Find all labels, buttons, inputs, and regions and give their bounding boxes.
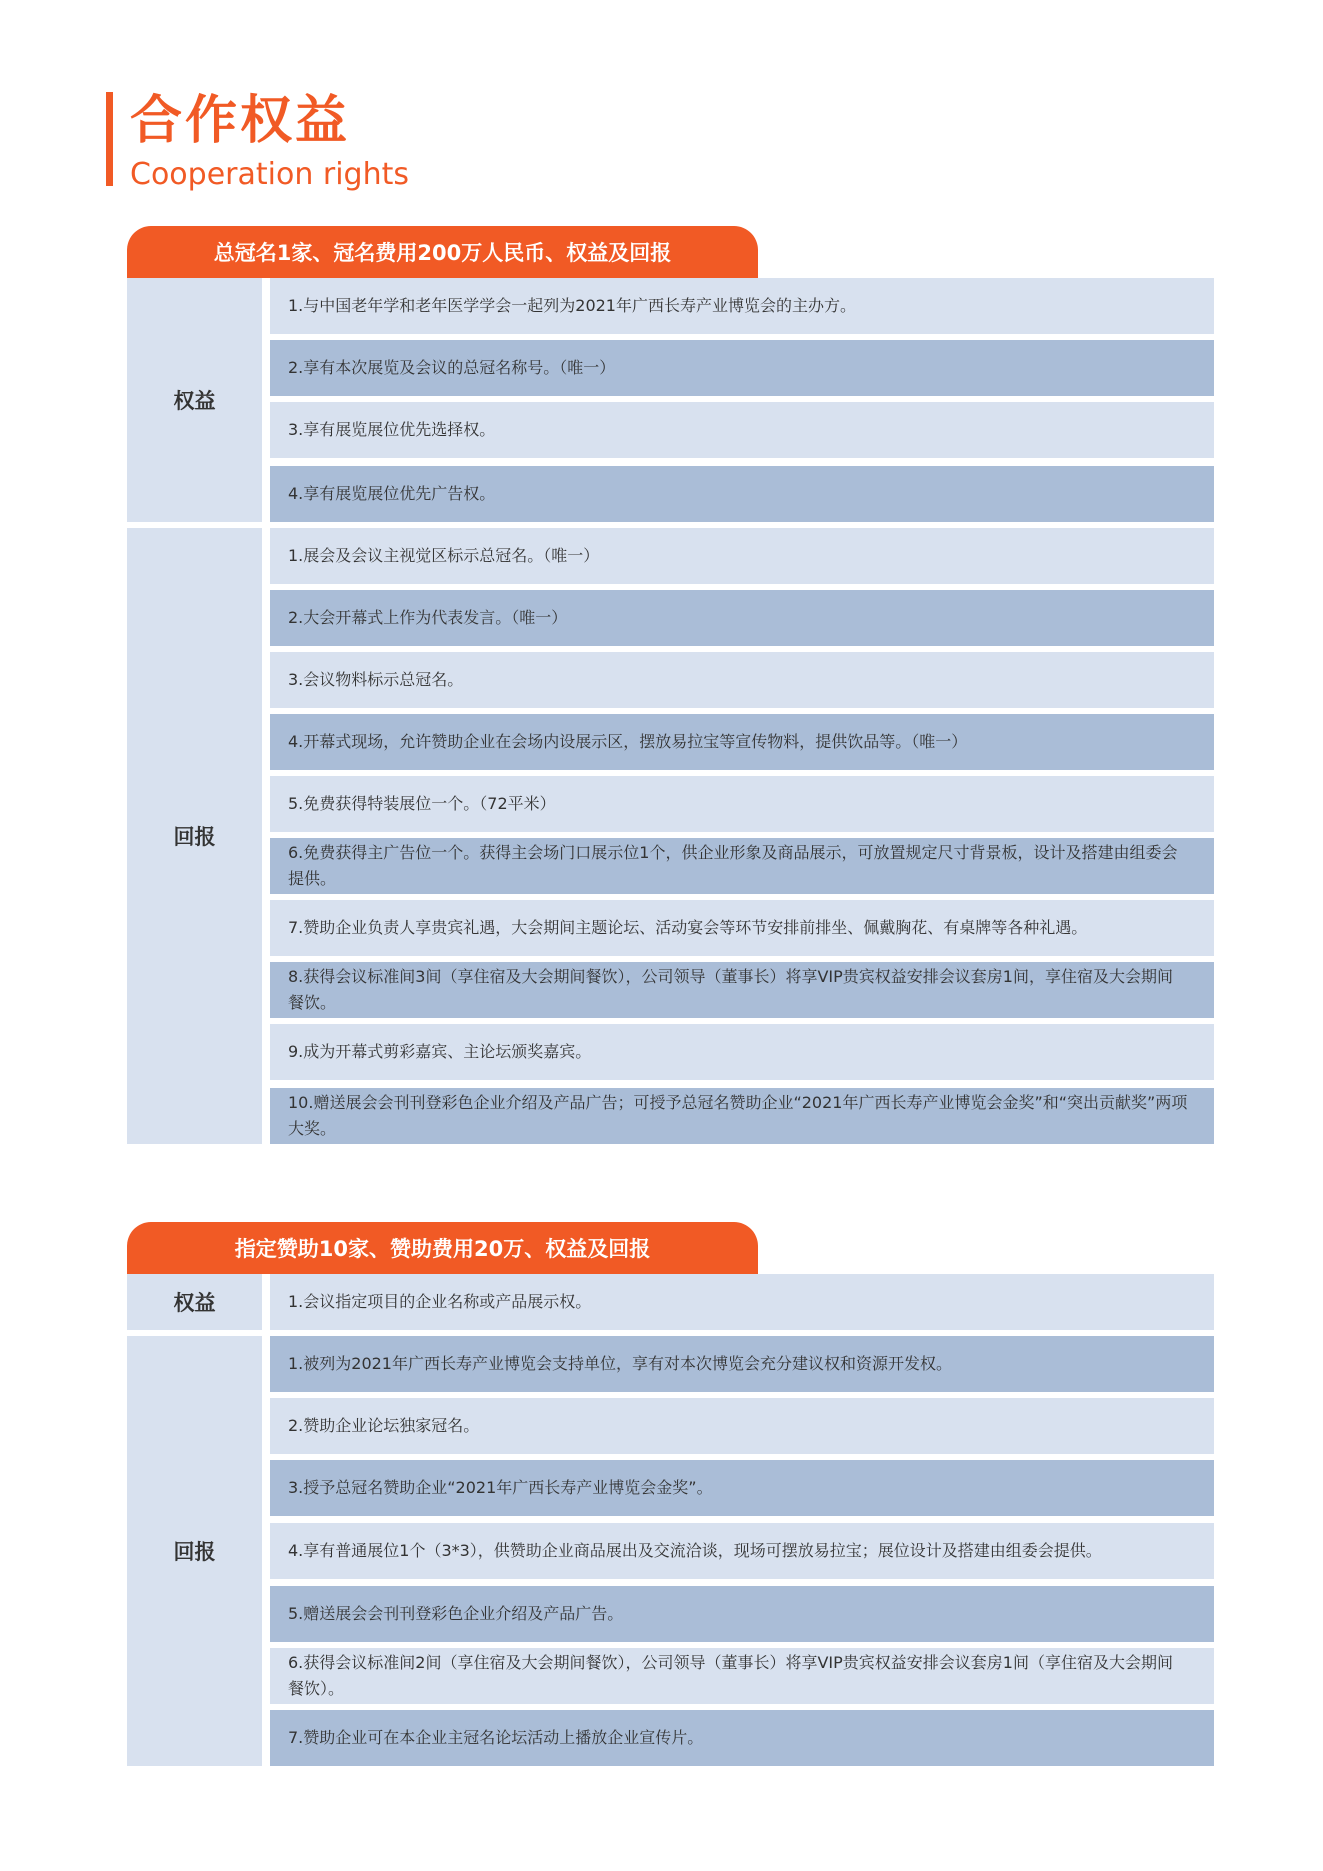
list-item: 6.获得会议标准间2间（享住宿及大会期间餐饮），公司领导（董事长）将享VIP贵宾权益安排会议套房1间（享住宿及大会期间餐饮）。	[270, 1648, 1214, 1704]
section-tab: 总冠名1家、冠名费用200万人民币、权益及回报	[127, 226, 758, 278]
list-item: 3.授予总冠名赞助企业“2021年广西长寿产业博览会金奖”。	[270, 1460, 1214, 1516]
list-item: 5.免费获得特装展位一个。（72平米）	[270, 776, 1214, 832]
list-item: 8.获得会议标准间3间（享住宿及大会期间餐饮），公司领导（董事长）将享VIP贵宾权益安排会议套房1间，享住宿及大会期间餐饮。	[270, 962, 1214, 1018]
list-item: 3.会议物料标示总冠名。	[270, 652, 1214, 708]
list-item: 1.与中国老年学和老年医学学会一起列为2021年广西长寿产业博览会的主办方。	[270, 278, 1214, 334]
list-item: 3.享有展览展位优先选择权。	[270, 402, 1214, 458]
list-item: 4.开幕式现场，允许赞助企业在会场内设展示区，摆放易拉宝等宣传物料，提供饮品等。（唯一）	[270, 714, 1214, 770]
list-item: 7.赞助企业可在本企业主冠名论坛活动上播放企业宣传片。	[270, 1710, 1214, 1766]
returns-group	[127, 528, 1214, 1144]
title-accent-bar	[106, 92, 113, 186]
rights-group	[127, 1274, 1214, 1330]
section-designated-sponsor	[127, 1222, 1214, 1766]
list-item: 1.会议指定项目的企业名称或产品展示权。	[270, 1274, 1214, 1330]
list-item: 5.赠送展会会刊刊登彩色企业介绍及产品广告。	[270, 1586, 1214, 1642]
page-subtitle: Cooperation rights	[130, 157, 409, 192]
section-tab: 指定赞助10家、赞助费用20万、权益及回报	[127, 1222, 758, 1274]
section-title-sponsor	[127, 226, 1214, 1144]
page-title: 合作权益	[130, 91, 351, 151]
list-item: 1.展会及会议主视觉区标示总冠名。（唯一）	[270, 528, 1214, 584]
list-item: 2.赞助企业论坛独家冠名。	[270, 1398, 1214, 1454]
rights-group	[127, 278, 1214, 522]
group-label: 权益	[127, 1274, 262, 1330]
list-item: 4.享有普通展位1个（3*3），供赞助企业商品展出及交流洽谈，现场可摆放易拉宝；展位设计及搭建由组委会提供。	[270, 1523, 1214, 1579]
list-item: 1.被列为2021年广西长寿产业博览会支持单位，享有对本次博览会充分建议权和资源开发权。	[270, 1336, 1214, 1392]
list-item: 2.享有本次展览及会议的总冠名称号。（唯一）	[270, 340, 1214, 396]
list-item: 4.享有展览展位优先广告权。	[270, 466, 1214, 522]
group-label: 权益	[127, 278, 262, 522]
returns-group	[127, 1336, 1214, 1766]
list-item: 9.成为开幕式剪彩嘉宾、主论坛颁奖嘉宾。	[270, 1024, 1214, 1080]
group-label: 回报	[127, 528, 262, 1144]
group-label: 回报	[127, 1336, 262, 1766]
list-item: 10.赠送展会会刊刊登彩色企业介绍及产品广告；可授予总冠名赞助企业“2021年广西长寿产业博览会金奖”和“突出贡献奖”两项大奖。	[270, 1088, 1214, 1144]
list-item: 7.赞助企业负责人享贵宾礼遇，大会期间主题论坛、活动宴会等环节安排前排坐、佩戴胸花、有桌牌等各种礼遇。	[270, 900, 1214, 956]
list-item: 2.大会开幕式上作为代表发言。（唯一）	[270, 590, 1214, 646]
list-item: 6.免费获得主广告位一个。获得主会场门口展示位1个，供企业形象及商品展示，可放置规定尺寸背景板，设计及搭建由组委会提供。	[270, 838, 1214, 894]
